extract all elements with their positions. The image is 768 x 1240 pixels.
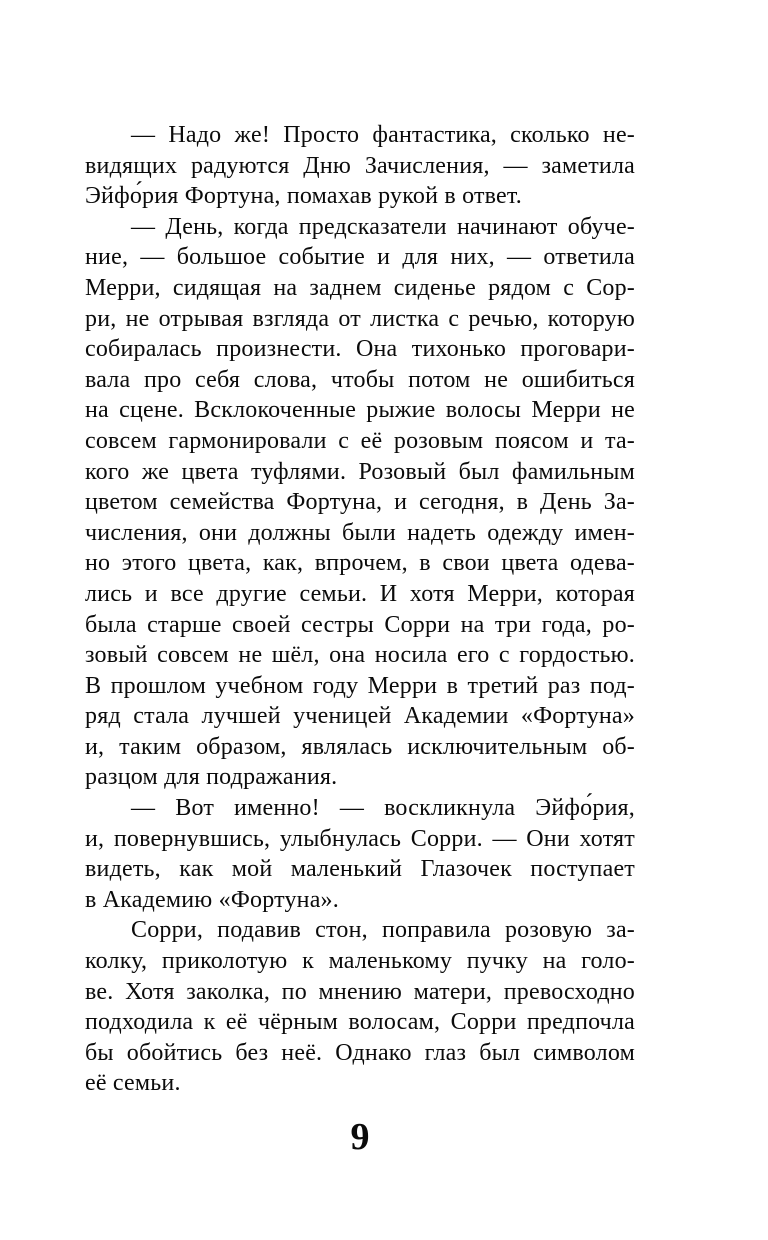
paragraph — [85, 120, 635, 212]
text-line: — День, когда предсказатели начинают обуче- — [131, 213, 635, 240]
text-line: разцом для подражания. — [85, 764, 338, 791]
text-block — [85, 120, 635, 1099]
text-line: В прошлом учебном году Мерри в третий раз под- — [85, 672, 635, 699]
text-line: Сорри, подавив стон, поправила розовую за- — [131, 917, 635, 944]
text-line: Эйфо́рия Фортуна, помахав рукой в ответ. — [85, 183, 522, 210]
text-line: ри, не отрывая взгляда от листка с речью, которую — [85, 305, 635, 332]
text-line: лись и все другие семьи. И хотя Мерри, которая — [85, 580, 635, 607]
text-line: и, повернувшись, улыбнулась Сорри. — Они хотят — [85, 825, 635, 852]
text-line: и, таким образом, являлась исключительным об- — [85, 733, 635, 760]
text-line: подходила к её чёрным волосам, Сорри предпочла — [85, 1009, 635, 1036]
text-line: цветом семейства Фортуна, и сегодня, в День За- — [85, 489, 635, 516]
text-line: в Академию «Фортуна». — [85, 886, 339, 913]
paragraph — [85, 212, 635, 793]
text-line: кого же цвета туфлями. Розовый был фамильным — [85, 458, 635, 485]
text-line: колку, приколотую к маленькому пучку на голо- — [85, 948, 635, 975]
text-line: ве. Хотя заколка, по мнению матери, превосходно — [85, 978, 635, 1005]
text-line: на сцене. Всклокоченные рыжие волосы Мерри не — [85, 397, 635, 424]
text-line: её семьи. — [85, 1070, 181, 1097]
text-line: — Надо же! Просто фантастика, сколько не- — [131, 122, 635, 148]
text-line: зовый совсем не шёл, она носила его с гордостью. — [85, 642, 635, 669]
page-number: 9 — [350, 1116, 370, 1158]
text-line: — Вот именно! — воскликнула Эйфо́рия, — [131, 795, 635, 822]
paragraph — [85, 793, 635, 915]
text-line: вала про себя слова, чтобы потом не ошибиться — [85, 366, 635, 393]
text-line: ние, — большое событие и для них, — ответила — [85, 244, 635, 271]
paragraph — [85, 915, 635, 1099]
text-line: была старше своей сестры Сорри на три года, ро- — [85, 611, 635, 638]
text-line: бы обойтись без неё. Однако глаз был символом — [85, 1039, 635, 1066]
text-line: числения, они должны были надеть одежду имен- — [85, 519, 635, 546]
text-line: видеть, как мой маленький Глазочек поступает — [85, 856, 635, 883]
text-line: совсем гармонировали с её розовым поясом и та- — [85, 427, 635, 454]
text-line: но этого цвета, как, впрочем, в свои цвета одева- — [85, 550, 635, 577]
text-line: ряд стала лучшей ученицей Академии «Фортуна» — [85, 703, 635, 730]
text-line: Мерри, сидящая на заднем сиденье рядом с Сор- — [85, 274, 635, 301]
text-line: собиралась произнести. Она тихонько проговари- — [85, 336, 635, 363]
text-line: видящих радуются Дню Зачисления, — заметила — [85, 152, 635, 179]
